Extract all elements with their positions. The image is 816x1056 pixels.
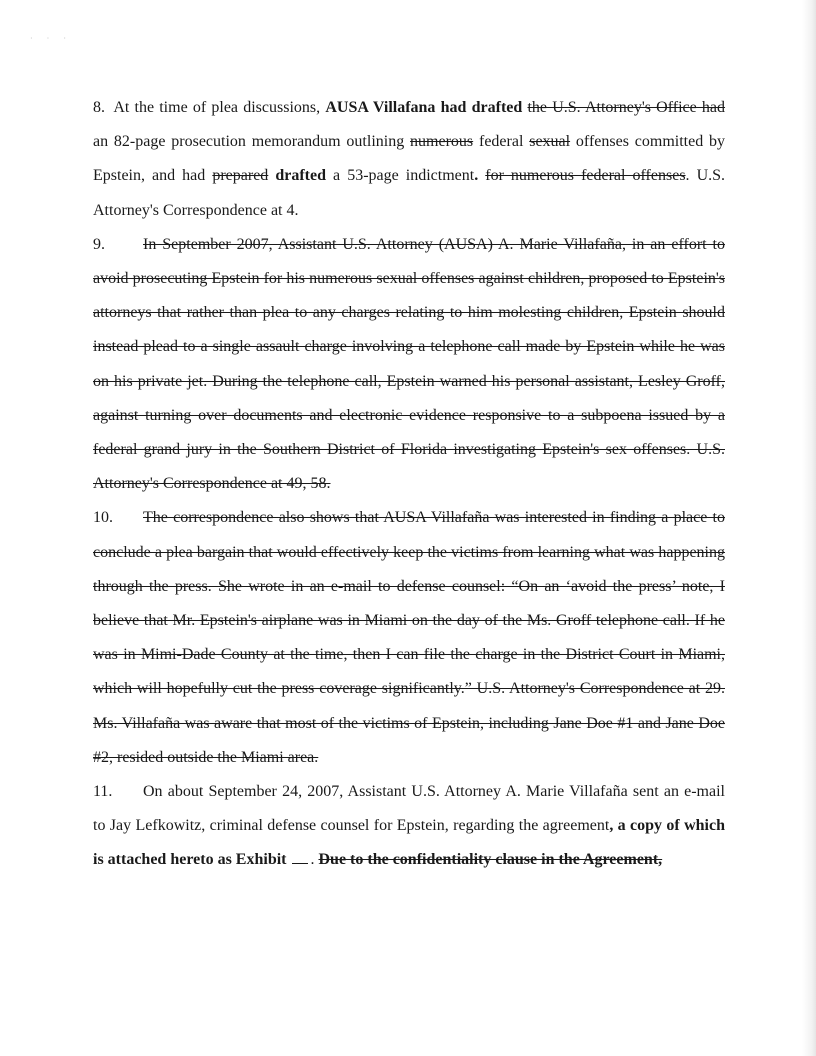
deleted-text: prepared xyxy=(212,167,269,185)
paragraph-8: 8. At the time of plea discussions, AUSA Villafana had drafted the U.S. Attorney's Office had an 82-page prosecution memorandum outlining numerous federal sexual offenses committed by Epstein, and had prepared drafted a 53-page indictment. for numerous federal offenses. U.S. Attorney's Correspondence at 4. xyxy=(93,91,725,228)
deleted-text: In September 2007, Assistant U.S. Attorney (AUSA) A. Marie Villafaña, in an effort to avoid prosecuting Epstein for his numerous sexual offenses against children, proposed to Epstein's attorneys that rather than plea to any charges relating to him molesting children, Epstein should instead plead to a single assault charge involving a telephone call made by Epstein while he was on his private jet. During the telephone call, Epstein warned his personal assistant, Lesley Groff, against turning over documents and electronic evidence responsive to a subpoena issued by a federal grand jury in the Southern District of Florida investigating Epstein's sex offenses. U.S. Attorney's Correspondence at 49, 58. xyxy=(93,235,725,493)
paragraph-9 xyxy=(93,228,725,502)
deleted-text: numerous xyxy=(410,133,474,151)
paragraph-10 xyxy=(93,501,725,775)
deleted-text: The correspondence also shows that AUSA Villafaña was interested in finding a place to conclude a plea bargain that would effectively keep the victims from learning what was happening through the press. She wrote in an e-mail to defense counsel: “On an ‘avoid the press’ note, I believe that Mr. Epstein's airplane was in Miami on the day of the Ms. Groff telephone call. If he was in Mimi-Dade County at the time, then I can file the charge in the District Court in Miami, which will hopefully cut the press coverage significantly.” U.S. Attorney's Correspondence at 29. Ms. Villafaña was aware that most of the victims of Epstein, including Jane Doe #1 and Jane Doe #2, resided outside the Miami area. xyxy=(93,509,725,766)
paragraph-number: 8. xyxy=(93,99,105,116)
scan-artifact: · · · xyxy=(30,34,72,43)
deleted-text: for numerous federal offenses xyxy=(485,167,686,185)
paragraph-number: 9. xyxy=(93,235,105,253)
deleted-text: sexual xyxy=(529,133,571,151)
exhibit-blank xyxy=(292,862,308,864)
document-body xyxy=(93,91,725,878)
paragraph-number: 10. xyxy=(93,509,113,527)
page-edge-shadow xyxy=(802,0,816,1056)
paragraph-number: 11. xyxy=(93,783,113,801)
paragraph-11: 11. On about September 24, 2007, Assistant U.S. Attorney A. Marie Villafaña sent an e-mail to Jay Lefkowitz, criminal defense counsel for Epstein, regarding the agreement, a copy of which is attached hereto as Exhibit . Due to the confidentiality clause in the Agreement, xyxy=(93,775,725,878)
deleted-text: the U.S. Attorney's Office had xyxy=(527,99,726,116)
inserted-text: drafted xyxy=(275,167,326,185)
inserted-text: , a copy of which is attached hereto as Exhibit xyxy=(93,817,725,869)
inserted-text: AUSA Villafana had drafted xyxy=(325,99,523,116)
deleted-text: Due to the confidentiality clause in the Agreement, xyxy=(318,851,663,869)
